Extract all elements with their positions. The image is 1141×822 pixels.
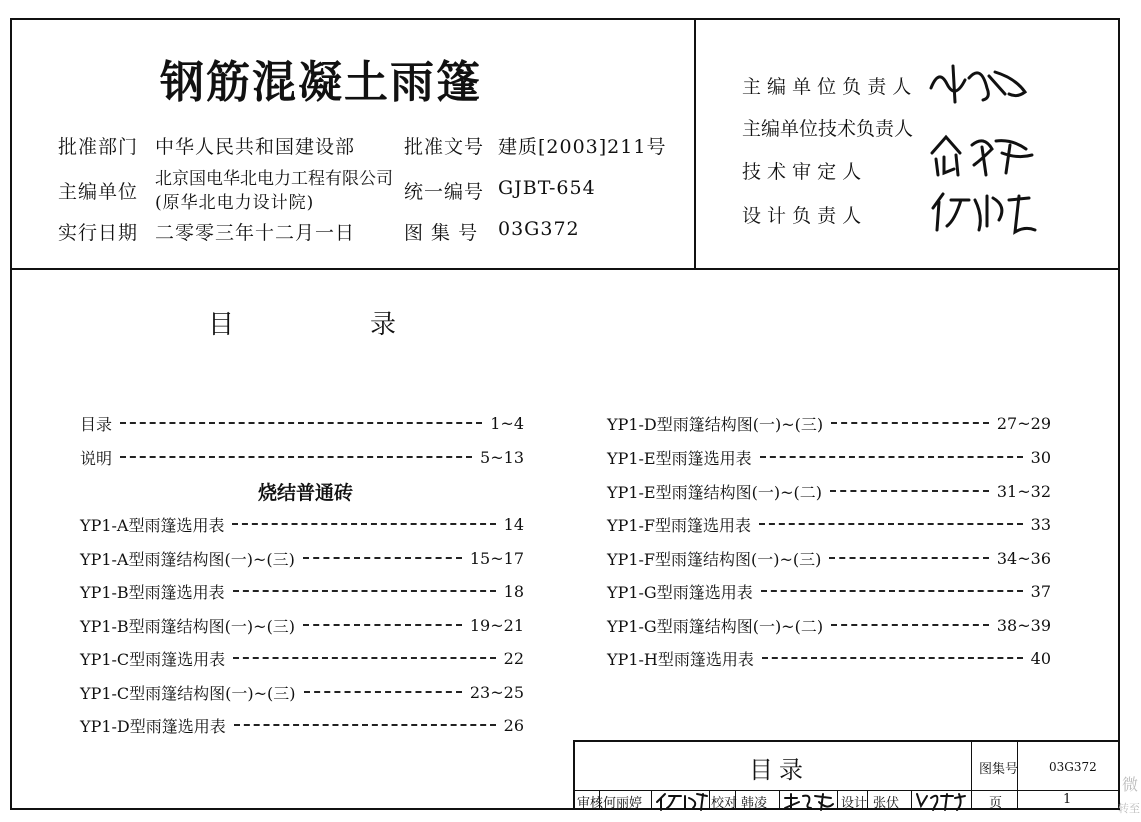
design-label: 设计 bbox=[841, 796, 868, 811]
toc-entry-pages: 15~17 bbox=[469, 548, 524, 568]
title-block-cell-divider bbox=[911, 790, 912, 810]
unified-no-label: 统一编号 bbox=[404, 181, 485, 203]
toc-entry-label: YP1-A型雨篷选用表 bbox=[80, 515, 225, 535]
toc-row[interactable] bbox=[80, 411, 524, 435]
chief-unit-line1: 北京国电华北电力工程有限公司 bbox=[155, 169, 393, 189]
toc-row[interactable] bbox=[80, 680, 524, 704]
toc-entry-label: YP1-A型雨篷结构图(一)~(三) bbox=[80, 549, 295, 569]
title-block-cell-divider bbox=[709, 790, 710, 810]
toc-entry-label: YP1-D型雨篷结构图(一)~(三) bbox=[607, 414, 824, 434]
title-block-cell-divider bbox=[651, 790, 652, 810]
title-block bbox=[573, 740, 1120, 810]
signature-tech-reviewer bbox=[922, 125, 1042, 180]
toc-entry-label: YP1-B型雨篷选用表 bbox=[80, 582, 225, 602]
toc-entry-label: YP1-H型雨篷选用表 bbox=[607, 649, 754, 669]
leader-dots bbox=[831, 422, 989, 424]
toc-entry-pages: 5~13 bbox=[480, 447, 524, 467]
reviewer-name: 何丽婷 bbox=[603, 796, 643, 811]
toc-heading-right: 录 bbox=[370, 310, 397, 340]
toc-entry-label: 目录 bbox=[80, 414, 113, 434]
toc-entry-pages: 19~21 bbox=[469, 615, 524, 635]
toc-row[interactable] bbox=[607, 613, 1051, 637]
leader-dots bbox=[234, 724, 496, 726]
toc-entry-label: YP1-B型雨篷结构图(一)~(三) bbox=[80, 616, 296, 636]
signature-chief-unit-head bbox=[925, 58, 1035, 108]
leader-dots bbox=[232, 523, 495, 525]
title-block-cell-divider bbox=[867, 790, 868, 810]
toc-entry-label: YP1-F型雨篷结构图(一)~(三) bbox=[607, 549, 822, 569]
toc-entry-label: YP1-C型雨篷选用表 bbox=[80, 649, 226, 669]
atlas-no-label-small: 图集号 bbox=[979, 762, 1019, 777]
chief-unit-line2: (原华北电力设计院) bbox=[155, 193, 315, 213]
tech-reviewer-label: 技 术 审 定 人 bbox=[742, 161, 862, 183]
designer-name: 张伏 bbox=[873, 796, 900, 811]
watermark-line1: 微 bbox=[1122, 775, 1139, 794]
toc-entry-pages: 26 bbox=[503, 715, 524, 735]
toc-heading-left: 目 bbox=[208, 310, 235, 340]
page-number: 1 bbox=[1063, 792, 1072, 807]
toc-row[interactable] bbox=[607, 479, 1051, 503]
leader-dots bbox=[233, 590, 496, 592]
atlas-title: 钢筋混凝土雨篷 bbox=[160, 57, 482, 108]
toc-entry-pages: 38~39 bbox=[996, 615, 1051, 635]
toc-row[interactable] bbox=[80, 445, 524, 469]
toc-entry-pages: 30 bbox=[1030, 447, 1051, 467]
checker-name: 韩凌 bbox=[741, 796, 768, 811]
title-block-title: 目录 bbox=[749, 756, 809, 784]
toc-entry-label: YP1-E型雨篷结构图(一)~(二) bbox=[607, 482, 822, 502]
leader-dots bbox=[303, 624, 462, 626]
toc-row[interactable] bbox=[607, 445, 1051, 469]
toc-entry-pages: 22 bbox=[503, 648, 524, 668]
leader-dots bbox=[304, 691, 462, 693]
chief-unit-head-label: 主 编 单 位 负 责 人 bbox=[742, 76, 912, 98]
toc-row[interactable] bbox=[607, 646, 1051, 670]
checker-signature bbox=[781, 790, 837, 812]
approval-doc: 建质[2003]211号 bbox=[498, 136, 667, 158]
toc-row[interactable] bbox=[80, 646, 524, 670]
toc-entry-pages: 37 bbox=[1030, 581, 1051, 601]
chief-unit-label: 主编单位 bbox=[58, 181, 139, 203]
leader-dots bbox=[233, 657, 495, 659]
toc-row[interactable] bbox=[607, 579, 1051, 603]
leader-dots bbox=[829, 557, 988, 559]
toc-entry-pages: 23~25 bbox=[469, 682, 524, 702]
leader-dots bbox=[761, 590, 1023, 592]
atlas-no-label: 图 集 号 bbox=[404, 222, 479, 244]
page-label: 页 bbox=[989, 796, 1003, 811]
header-divider bbox=[10, 268, 1120, 270]
toc-entry-pages: 27~29 bbox=[996, 413, 1051, 433]
signature-design-head bbox=[925, 186, 1045, 236]
approval-dept-label: 批准部门 bbox=[58, 136, 139, 158]
leader-dots bbox=[120, 422, 482, 424]
approval-dept: 中华人民共和国建设部 bbox=[155, 136, 356, 158]
atlas-no-small: 03G372 bbox=[1049, 760, 1097, 774]
check-label: 校对 bbox=[711, 796, 738, 811]
toc-entry-pages: 18 bbox=[503, 581, 524, 601]
toc-row[interactable] bbox=[80, 579, 524, 603]
toc-entry-label: YP1-G型雨篷结构图(一)~(二) bbox=[607, 616, 824, 636]
watermark-line2: 转至 bbox=[1118, 802, 1140, 815]
section-label: 烧结普通砖 bbox=[258, 482, 354, 504]
toc-row[interactable] bbox=[80, 713, 524, 737]
toc-entry-label: YP1-E型雨篷选用表 bbox=[607, 448, 752, 468]
toc-row[interactable] bbox=[607, 512, 1051, 536]
header-vertical-divider bbox=[694, 18, 696, 269]
leader-dots bbox=[831, 624, 989, 626]
toc-entry-pages: 14 bbox=[503, 514, 524, 534]
unified-no: GJBT-654 bbox=[498, 177, 596, 199]
title-block-cell-divider bbox=[779, 790, 780, 810]
effective-date-label: 实行日期 bbox=[58, 222, 139, 244]
toc-entry-label: YP1-F型雨篷选用表 bbox=[607, 515, 752, 535]
approval-doc-label: 批准文号 bbox=[404, 136, 485, 158]
toc-row[interactable] bbox=[80, 512, 524, 536]
toc-entry-pages: 33 bbox=[1030, 514, 1051, 534]
toc-entry-label: YP1-G型雨篷选用表 bbox=[607, 582, 753, 602]
title-block-col-divider bbox=[971, 742, 972, 810]
leader-dots bbox=[762, 657, 1023, 659]
toc-entry-pages: 34~36 bbox=[996, 548, 1051, 568]
toc-row[interactable] bbox=[80, 613, 524, 637]
toc-row[interactable] bbox=[607, 411, 1051, 435]
designer-signature bbox=[913, 790, 969, 812]
leader-dots bbox=[120, 456, 472, 458]
leader-dots bbox=[303, 557, 462, 559]
design-head-label: 设 计 负 责 人 bbox=[742, 205, 862, 227]
toc-row[interactable] bbox=[607, 546, 1051, 570]
reviewer-signature bbox=[653, 790, 709, 812]
toc-entry-label: YP1-D型雨篷选用表 bbox=[80, 716, 226, 736]
toc-entry-pages: 40 bbox=[1030, 648, 1051, 668]
review-label: 审核 bbox=[577, 796, 604, 811]
toc-entry-label: 说明 bbox=[80, 448, 113, 468]
toc-entry-pages: 31~32 bbox=[996, 481, 1051, 501]
effective-date: 二零零三年十二月一日 bbox=[155, 222, 356, 244]
leader-dots bbox=[759, 523, 1023, 525]
toc-entry-pages: 1~4 bbox=[490, 413, 524, 433]
title-block-cell-divider bbox=[837, 790, 838, 810]
leader-dots bbox=[760, 456, 1023, 458]
chief-unit-tech-head-label: 主编单位技术负责人 bbox=[742, 118, 914, 140]
leader-dots bbox=[830, 490, 989, 492]
atlas-no: 03G372 bbox=[498, 218, 580, 240]
toc-entry-label: YP1-C型雨篷结构图(一)~(三) bbox=[80, 683, 296, 703]
toc-row[interactable] bbox=[80, 546, 524, 570]
